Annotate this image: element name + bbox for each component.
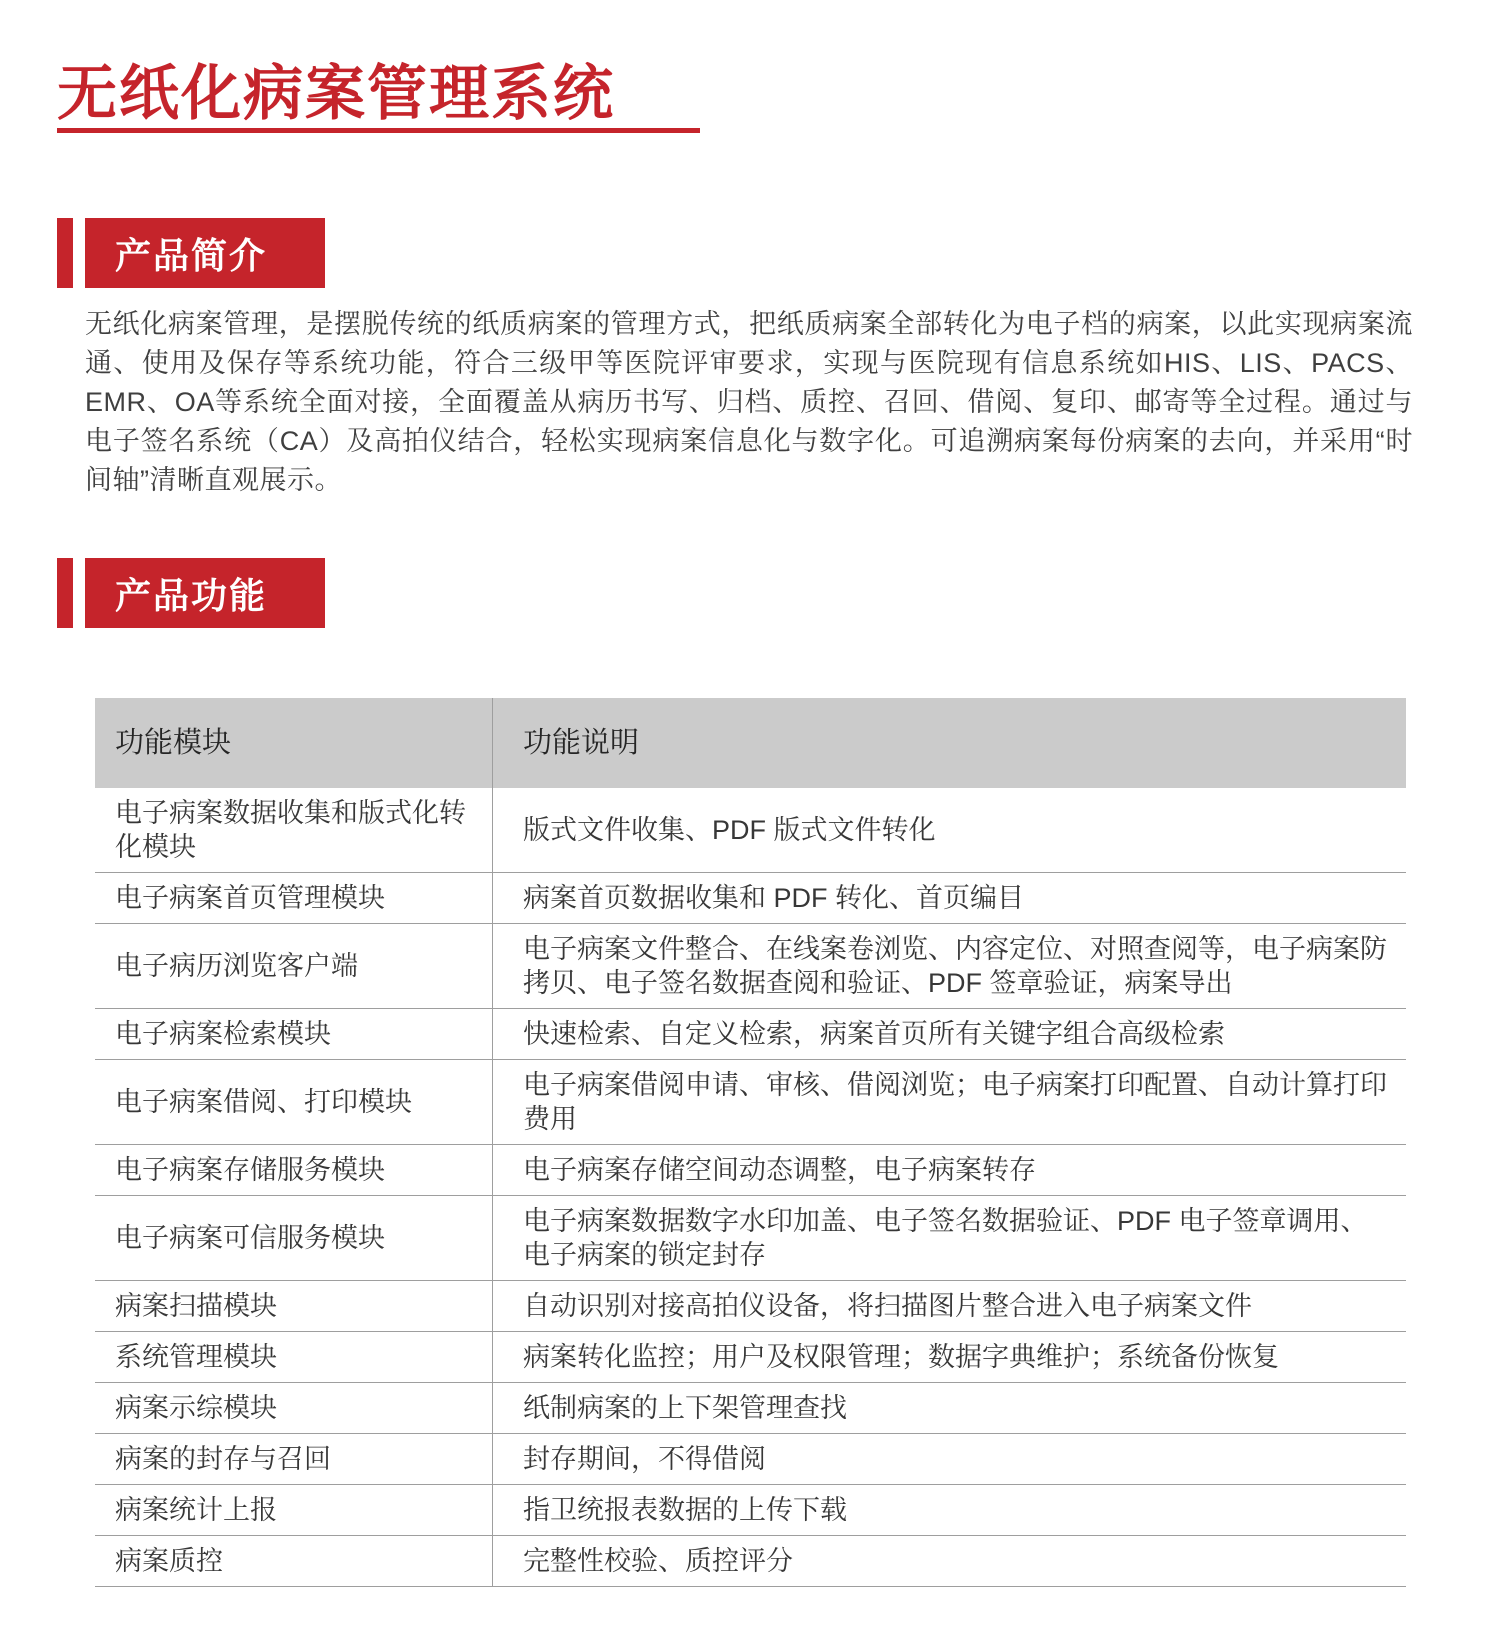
table-row	[95, 1060, 1406, 1145]
module-cell: 电子病历浏览客户端	[95, 924, 493, 1008]
module-cell: 电子病案首页管理模块	[95, 873, 493, 923]
description-cell: 病案首页数据收集和 PDF 转化、首页编目	[523, 883, 1025, 913]
description-cell: 病案转化监控；用户及权限管理；数据字典维护；系统备份恢复	[523, 1342, 1279, 1372]
banner-accent-bar	[57, 558, 73, 628]
module-cell: 电子病案借阅、打印模块	[95, 1060, 493, 1144]
page-title: 无纸化病案管理系统	[57, 60, 615, 127]
module-cell: 病案质控	[95, 1536, 493, 1586]
title-underline-rule	[57, 128, 700, 133]
table-row	[95, 1332, 1406, 1383]
description-cell: 自动识别对接高拍仪设备，将扫描图片整合进入电子病案文件	[523, 1291, 1252, 1321]
table-row	[95, 1536, 1406, 1587]
section-banner-intro	[57, 218, 325, 288]
table-row	[95, 873, 1406, 924]
feature-table-body	[95, 788, 1406, 1587]
feature-table	[95, 698, 1406, 1587]
description-cell: 电子病案文件整合、在线案卷浏览、内容定位、对照查阅等，电子病案防拷贝、电子签名数据查阅和验证、PDF 签章验证，病案导出	[523, 934, 1387, 998]
table-row	[95, 1196, 1406, 1281]
table-row	[95, 1383, 1406, 1434]
features-heading: 产品功能	[85, 558, 325, 628]
description-cell: 版式文件收集、PDF 版式文件转化	[523, 815, 936, 845]
module-cell: 病案统计上报	[95, 1485, 493, 1535]
description-cell: 纸制病案的上下架管理查找	[523, 1393, 847, 1423]
table-row	[95, 1434, 1406, 1485]
description-cell: 指卫统报表数据的上传下载	[523, 1495, 847, 1525]
module-cell: 病案的封存与召回	[95, 1434, 493, 1484]
column-header-description: 功能说明	[523, 727, 640, 759]
module-cell: 电子病案检索模块	[95, 1009, 493, 1059]
banner-accent-bar	[57, 218, 73, 288]
module-cell: 电子病案可信服务模块	[95, 1196, 493, 1280]
intro-paragraph: 无纸化病案管理，是摆脱传统的纸质病案的管理方式，把纸质病案全部转化为电子档的病案，以此实现病案流通、使用及保存等系统功能，符合三级甲等医院评审要求，实现与医院现有信息系统如HIS、LIS、PACS、EMR、OA等系统全面对接，全面覆盖从病历书写、归档、质控、召回、借阅、复印、邮寄等全过程。通过与电子签名系统（CA）及高拍仪结合，轻松实现病案信息化与数字化。可追溯病案每份病案的去向，并采用“时间轴”清晰直观展示。	[85, 309, 1413, 495]
description-cell: 快速检索、自定义检索，病案首页所有关键字组合高级检索	[523, 1019, 1225, 1049]
module-cell: 系统管理模块	[95, 1332, 493, 1382]
module-cell: 病案扫描模块	[95, 1281, 493, 1331]
description-cell: 完整性校验、质控评分	[523, 1546, 793, 1576]
module-cell: 病案示综模块	[95, 1383, 493, 1433]
description-cell: 电子病案借阅申请、审核、借阅浏览；电子病案打印配置、自动计算打印费用	[523, 1070, 1387, 1134]
module-cell: 电子病案数据收集和版式化转化模块	[95, 788, 493, 872]
description-cell: 封存期间，不得借阅	[523, 1444, 766, 1474]
section-banner-features	[57, 558, 325, 628]
column-header-module: 功能模块	[95, 698, 493, 788]
description-cell: 电子病案数据数字水印加盖、电子签名数据验证、PDF 电子签章调用、电子病案的锁定封存	[523, 1206, 1368, 1270]
table-row	[95, 924, 1406, 1009]
module-cell: 电子病案存储服务模块	[95, 1145, 493, 1195]
table-row	[95, 1145, 1406, 1196]
table-row	[95, 1485, 1406, 1536]
table-row	[95, 788, 1406, 873]
table-row	[95, 1281, 1406, 1332]
table-row	[95, 1009, 1406, 1060]
intro-heading: 产品简介	[85, 218, 325, 288]
description-cell: 电子病案存储空间动态调整，电子病案转存	[523, 1155, 1036, 1185]
feature-table-header-row	[95, 698, 1406, 788]
